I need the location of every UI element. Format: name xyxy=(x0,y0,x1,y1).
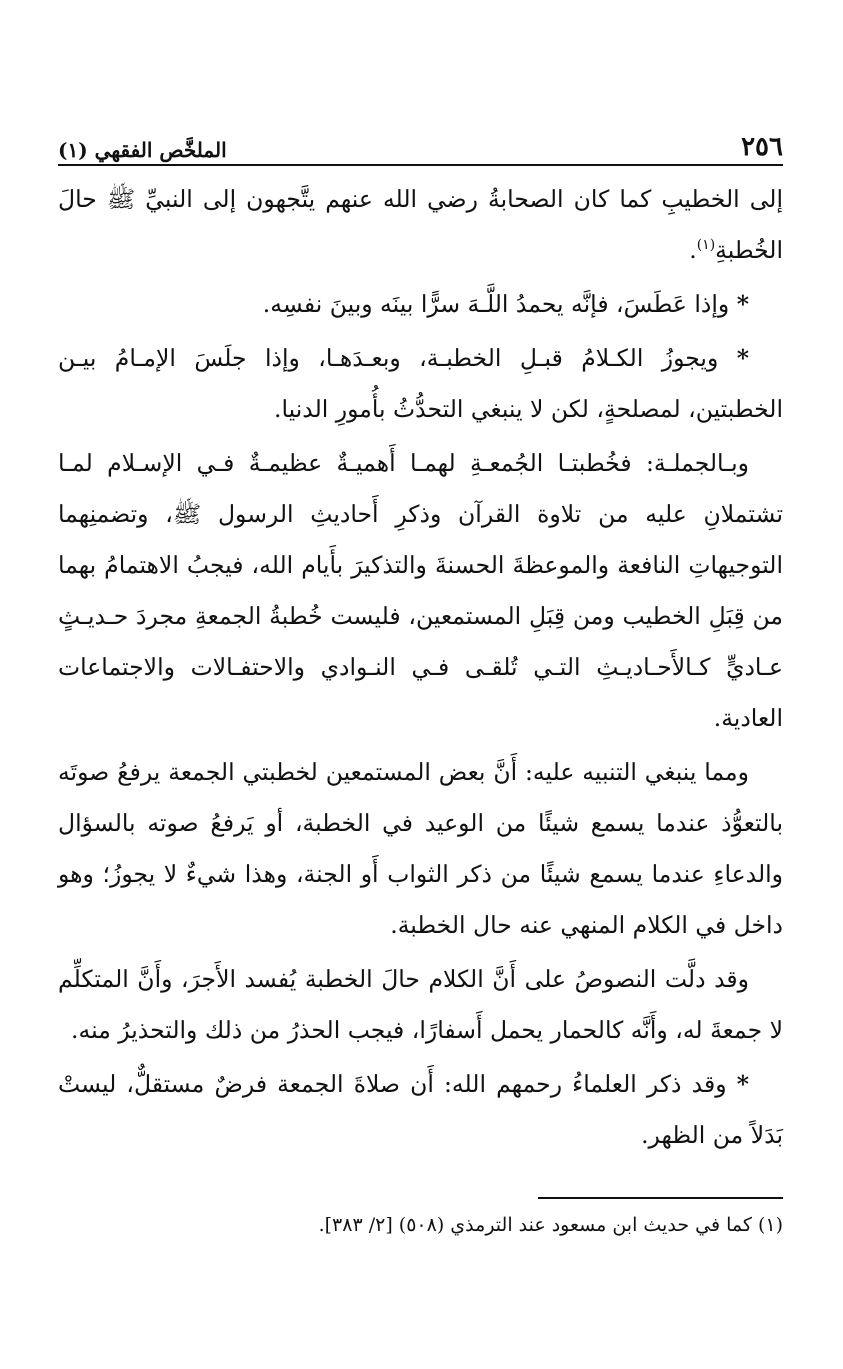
footnote-marker: (١) xyxy=(757,1214,783,1236)
star-marker: * xyxy=(736,344,749,372)
paragraph-6-text: وقد دلَّت النصوصُ على أَنَّ الكلام حالَ الخطبة يُفسد الأَجرَ، وأَنَّ المتكلِّم لا جمعةَ له، وأَنَّه كالحمار يحمل أَسفارًا، فيجب الحذرُ من ذلك والتحذيرُ منه. xyxy=(58,965,783,1044)
footnote-text: كما في حديث ابن مسعود عند الترمذي (٥٠٨) [٢/ ٣٨٣]. xyxy=(318,1214,752,1236)
star-marker: * xyxy=(736,1070,749,1098)
paragraph-7 xyxy=(58,1059,783,1161)
paragraph-1-end: . xyxy=(689,236,697,264)
paragraph-3 xyxy=(58,333,783,435)
paragraph-7-text: وقد ذكر العلماءُ رحمهم الله: أَن صلاةَ الجمعة فرضٌ مستقلٌّ، ليستْ بَدَلاً من الظهر. xyxy=(58,1070,783,1149)
star-marker: * xyxy=(736,290,749,318)
paragraph-2 xyxy=(58,279,783,330)
paragraph-3-text: ويجوزُ الكـلامُ قبـلِ الخطبـة، وبعـدَهـا، وإذا جلَسَ الإمـامُ بيـن الخطبتين، لمصلحةٍ، لكن لا ينبغي التحدُّثُ بأُمورِ الدنيا. xyxy=(58,344,783,423)
page-number: ٢٥٦ xyxy=(741,132,783,162)
book-title: الملخَّص الفقهي (١) xyxy=(58,138,227,162)
paragraph-4 xyxy=(58,438,783,744)
footnote-reference: (١) xyxy=(696,237,716,254)
paragraph-5 xyxy=(58,747,783,951)
body-text xyxy=(58,174,783,1161)
running-header xyxy=(58,118,783,166)
paragraph-6 xyxy=(58,954,783,1056)
footnote xyxy=(58,1208,783,1242)
paragraph-1-text: إلى الخطيبِ كما كان الصحابةُ رضي الله عنهم يتَّجهون إلى النبيِّ ﷺ حالَ الخُطبةِ xyxy=(58,185,783,264)
paragraph-5-text: ومما ينبغي التنبيه عليه: أَنَّ بعض المستمعين لخطبتي الجمعة يرفعُ صوتَه بالتعوُّذ عندما يسمع شيئًا من الوعيد في الخطبة، أو يَرفعُ صوته بالسؤال والدعاءِ عندما يسمع شيئًا من ذكر الثواب أَو الجنة، وهذا شيءٌ لا يجوزُ؛ وهو داخل في الكلام المنهي عنه حال الخطبة. xyxy=(58,758,783,939)
paragraph-2-text: وإذا عَطَسَ، فإنَّه يحمدُ اللَّـهَ سرًّا بينَه وبينَ نفسِه. xyxy=(262,290,730,318)
paragraph-4-text: وبـالجملـة: فخُطبتـا الجُمعـةِ لهمـا أَهميـةٌ عظيمـةٌ فـي الإسـلام لمـا تشتملانِ عليه من تلاوة القرآن وذكرِ أَحاديثِ الرسول ﷺ، وتضمنِهما التوجيهاتِ النافعة والموعظةَ الحسنةَ والتذكيرَ بأَيام الله، فيجبُ الاهتمامُ بهما من قِبَلِ الخطيب ومن قِبَلِ المستمعين، فليست خُطبةُ الجمعةِ مجردَ حـديـثٍ عـاديٍّ كـالأَحـاديـثِ التـي تُلقـى فـي النـوادي والاحتفـالات والاجتماعات العادية. xyxy=(58,449,783,732)
paragraph-1 xyxy=(58,174,783,276)
footnote-divider xyxy=(538,1197,783,1199)
